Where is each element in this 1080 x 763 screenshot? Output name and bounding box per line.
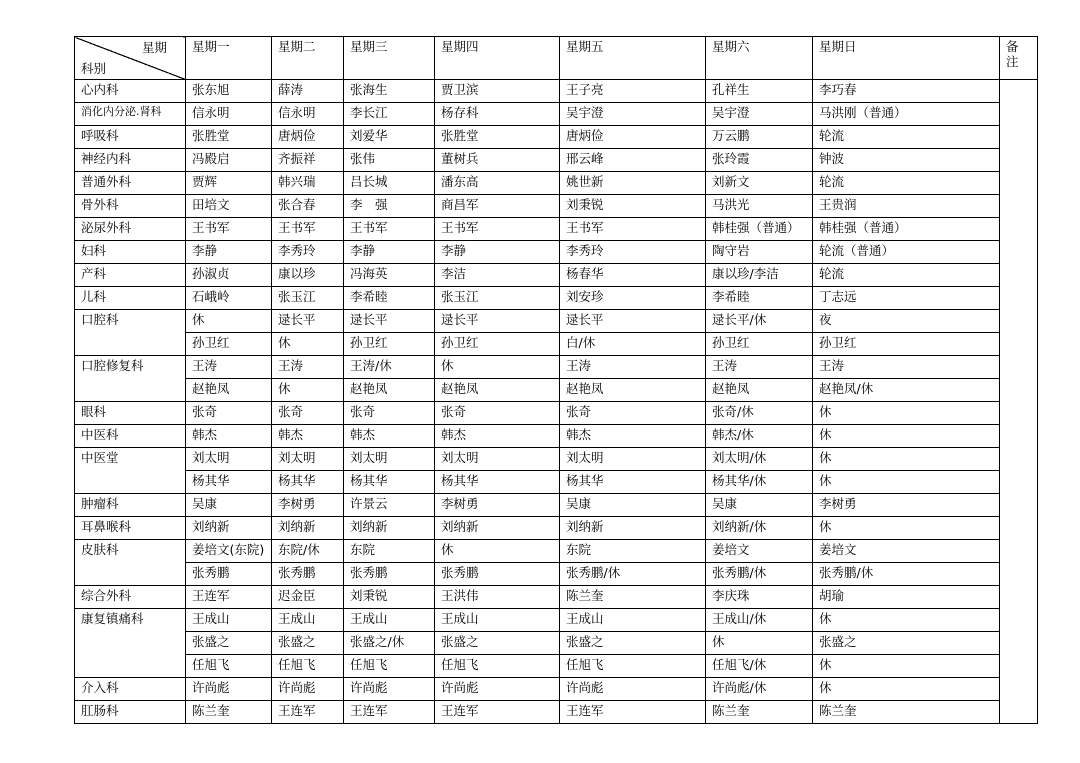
corner-day-label: 星期 [141, 40, 167, 55]
schedule-cell: 刘纳新/休 [706, 517, 813, 540]
schedule-cell: 赵艳凤 [560, 379, 706, 402]
schedule-cell: 休 [813, 517, 1000, 540]
schedule-cell: 刘太明/休 [706, 448, 813, 471]
day-header-fri: 星期五 [560, 37, 706, 80]
schedule-cell: 赵艳凤 [344, 379, 435, 402]
department-cell: 耳鼻喉科 [75, 517, 186, 540]
schedule-cell: 刘纳新 [435, 517, 560, 540]
table-row [75, 494, 1038, 517]
table-row [75, 586, 1038, 609]
schedule-cell: 任旭飞 [560, 655, 706, 678]
schedule-cell: 商昌军 [435, 195, 560, 218]
schedule-cell: 姚世新 [560, 172, 706, 195]
schedule-cell: 许尚彪 [435, 678, 560, 701]
schedule-cell: 张胜堂 [186, 126, 272, 149]
schedule-cell: 王连军 [560, 701, 706, 724]
schedule-cell: 韩桂强（普通） [706, 218, 813, 241]
schedule-cell: 许景云 [344, 494, 435, 517]
schedule-cell: 王成山/休 [706, 609, 813, 632]
schedule-cell: 赵艳凤 [706, 379, 813, 402]
schedule-cell: 李巧春 [813, 80, 1000, 103]
schedule-cell: 张奇 [435, 402, 560, 425]
schedule-cell: 杨存科 [435, 103, 560, 126]
schedule-cell: 姜培文 [706, 540, 813, 563]
table-row [75, 310, 1038, 333]
department-cell: 口腔修复科 [75, 356, 186, 402]
schedule-cell: 杨其华 [186, 471, 272, 494]
schedule-cell: 许尚彪/休 [706, 678, 813, 701]
table-row [75, 126, 1038, 149]
schedule-cell: 张伟 [344, 149, 435, 172]
schedule-cell: 迟金臣 [272, 586, 344, 609]
schedule-cell: 休 [272, 379, 344, 402]
schedule-cell: 吴宇澄 [706, 103, 813, 126]
schedule-cell: 逯长平 [435, 310, 560, 333]
department-cell: 心内科 [75, 80, 186, 103]
header-row [75, 37, 1038, 80]
schedule-cell: 杨其华 [560, 471, 706, 494]
schedule-cell: 王成山 [272, 609, 344, 632]
schedule-cell: 轮流 [813, 126, 1000, 149]
table-row [75, 379, 1038, 402]
schedule-cell: 信永明 [186, 103, 272, 126]
schedule-cell: 张秀鹏/休 [706, 563, 813, 586]
schedule-cell: 石峨岭 [186, 287, 272, 310]
schedule-cell: 张合春 [272, 195, 344, 218]
schedule-cell: 李树勇 [435, 494, 560, 517]
schedule-cell: 李树勇 [272, 494, 344, 517]
schedule-cell: 陈兰奎 [813, 701, 1000, 724]
table-row [75, 218, 1038, 241]
table-row [75, 287, 1038, 310]
schedule-cell: 白/休 [560, 333, 706, 356]
department-cell: 眼科 [75, 402, 186, 425]
schedule-cell: 马洪刚（普通） [813, 103, 1000, 126]
schedule-cell: 王书军 [560, 218, 706, 241]
schedule-cell: 田培文 [186, 195, 272, 218]
corner-dept-label: 科别 [81, 61, 107, 76]
schedule-cell: 逯长平 [344, 310, 435, 333]
schedule-cell: 任旭飞 [186, 655, 272, 678]
schedule-cell: 冯海英 [344, 264, 435, 287]
department-cell: 神经内科 [75, 149, 186, 172]
schedule-cell: 王书军 [435, 218, 560, 241]
schedule-cell: 张奇/休 [706, 402, 813, 425]
table-row [75, 172, 1038, 195]
schedule-cell: 王涛 [813, 356, 1000, 379]
schedule-cell: 姜培文(东院) [186, 540, 272, 563]
schedule-cell: 李静 [344, 241, 435, 264]
schedule-cell: 轮流（普通） [813, 241, 1000, 264]
schedule-cell: 王子亮 [560, 80, 706, 103]
table-row [75, 241, 1038, 264]
department-cell: 骨外科 [75, 195, 186, 218]
schedule-cell: 刘爱华 [344, 126, 435, 149]
schedule-cell: 刘太明 [272, 448, 344, 471]
schedule-cell: 陈兰奎 [186, 701, 272, 724]
schedule-cell: 韩杰/休 [706, 425, 813, 448]
table-row [75, 264, 1038, 287]
schedule-cell: 李希睦 [344, 287, 435, 310]
schedule-cell: 李希睦 [706, 287, 813, 310]
remark-column [1000, 80, 1038, 724]
schedule-cell: 韩杰 [435, 425, 560, 448]
schedule-cell: 胡瑜 [813, 586, 1000, 609]
schedule-cell: 王涛 [186, 356, 272, 379]
schedule-cell: 吴康 [186, 494, 272, 517]
schedule-cell: 韩兴瑞 [272, 172, 344, 195]
schedule-cell: 王成山 [435, 609, 560, 632]
department-cell: 综合外科 [75, 586, 186, 609]
schedule-cell: 韩杰 [344, 425, 435, 448]
schedule-cell: 李静 [186, 241, 272, 264]
table-row [75, 517, 1038, 540]
schedule-cell: 任旭飞 [435, 655, 560, 678]
schedule-cell: 杨春华 [560, 264, 706, 287]
schedule-cell: 张秀鹏/休 [560, 563, 706, 586]
schedule-cell: 李洁 [435, 264, 560, 287]
schedule-cell: 张秀鹏/休 [813, 563, 1000, 586]
schedule-cell: 孙卫红 [813, 333, 1000, 356]
department-cell: 皮肤科 [75, 540, 186, 586]
day-header-wed: 星期三 [344, 37, 435, 80]
department-cell: 康复镇痛科 [75, 609, 186, 678]
schedule-cell: 孙卫红 [186, 333, 272, 356]
schedule-cell: 张秀鹏 [272, 563, 344, 586]
schedule-cell: 休 [272, 333, 344, 356]
department-cell: 肿瘤科 [75, 494, 186, 517]
schedule-cell: 刘纳新 [560, 517, 706, 540]
department-cell: 普通外科 [75, 172, 186, 195]
schedule-cell: 薛涛 [272, 80, 344, 103]
schedule-cell: 休 [706, 632, 813, 655]
schedule-cell: 杨其华/休 [706, 471, 813, 494]
schedule-cell: 刘太明 [186, 448, 272, 471]
schedule-cell: 王书军 [186, 218, 272, 241]
schedule-cell: 杨其华 [435, 471, 560, 494]
schedule-cell: 陈兰奎 [706, 701, 813, 724]
table-row [75, 609, 1038, 632]
day-header-tue: 星期二 [272, 37, 344, 80]
schedule-cell: 王涛 [706, 356, 813, 379]
schedule-cell: 刘太明 [560, 448, 706, 471]
schedule-cell: 张奇 [344, 402, 435, 425]
day-header-thu: 星期四 [435, 37, 560, 80]
schedule-cell: 张东旭 [186, 80, 272, 103]
schedule-cell: 休 [813, 678, 1000, 701]
schedule-cell: 吴康 [706, 494, 813, 517]
schedule-cell: 刘纳新 [186, 517, 272, 540]
schedule-cell: 许尚彪 [560, 678, 706, 701]
schedule-cell: 孙卫红 [435, 333, 560, 356]
department-cell: 儿科 [75, 287, 186, 310]
department-cell: 妇科 [75, 241, 186, 264]
schedule-cell: 张奇 [560, 402, 706, 425]
schedule-cell: 姜培文 [813, 540, 1000, 563]
schedule-cell: 张秀鹏 [435, 563, 560, 586]
schedule-cell: 潘东高 [435, 172, 560, 195]
table-row [75, 448, 1038, 471]
table-row [75, 333, 1038, 356]
department-cell: 消化内分泌.肾科 [75, 103, 186, 126]
schedule-cell: 王成山 [560, 609, 706, 632]
schedule-cell: 康以珍 [272, 264, 344, 287]
schedule-cell: 休 [813, 448, 1000, 471]
department-cell: 中医科 [75, 425, 186, 448]
schedule-cell: 东院/休 [272, 540, 344, 563]
schedule-cell: 杨其华 [272, 471, 344, 494]
schedule-cell: 张盛之 [813, 632, 1000, 655]
schedule-cell: 李庆珠 [706, 586, 813, 609]
schedule-cell: 休 [813, 609, 1000, 632]
schedule-cell: 王成山 [186, 609, 272, 632]
schedule-cell: 赵艳凤 [186, 379, 272, 402]
department-cell: 产科 [75, 264, 186, 287]
schedule-cell: 刘太明 [344, 448, 435, 471]
table-row [75, 425, 1038, 448]
schedule-cell: 韩桂强（普通） [813, 218, 1000, 241]
schedule-cell: 张秀鹏 [186, 563, 272, 586]
table-row [75, 103, 1038, 126]
schedule-cell: 王书军 [344, 218, 435, 241]
schedule-cell: 逯长平 [272, 310, 344, 333]
schedule-cell: 王书军 [272, 218, 344, 241]
schedule-cell: 休 [813, 655, 1000, 678]
schedule-cell: 李 强 [344, 195, 435, 218]
schedule-cell: 张盛之 [435, 632, 560, 655]
schedule-cell: 唐炳俭 [560, 126, 706, 149]
schedule-cell: 赵艳凤 [435, 379, 560, 402]
day-header-mon: 星期一 [186, 37, 272, 80]
schedule-cell: 张奇 [272, 402, 344, 425]
day-header-sun: 星期日 [813, 37, 1000, 80]
schedule-cell: 信永明 [272, 103, 344, 126]
schedule-cell: 李静 [435, 241, 560, 264]
schedule-cell: 邢云峰 [560, 149, 706, 172]
schedule-cell: 李秀玲 [272, 241, 344, 264]
schedule-cell: 许尚彪 [272, 678, 344, 701]
department-cell: 泌尿外科 [75, 218, 186, 241]
table-row [75, 701, 1038, 724]
schedule-cell: 休 [186, 310, 272, 333]
schedule-cell: 吴宇澄 [560, 103, 706, 126]
remark-header [1000, 37, 1038, 80]
schedule-cell: 张盛之 [186, 632, 272, 655]
department-cell: 中医堂 [75, 448, 186, 494]
schedule-cell: 东院 [344, 540, 435, 563]
schedule-cell: 王连军 [435, 701, 560, 724]
schedule-cell: 张盛之 [560, 632, 706, 655]
schedule-cell: 王洪伟 [435, 586, 560, 609]
schedule-cell: 张玉江 [272, 287, 344, 310]
schedule-cell: 孔祥生 [706, 80, 813, 103]
schedule-cell: 张玲霞 [706, 149, 813, 172]
schedule-cell: 万云鹏 [706, 126, 813, 149]
day-header-sat: 星期六 [706, 37, 813, 80]
schedule-cell: 刘秉锐 [560, 195, 706, 218]
schedule-cell: 休 [435, 356, 560, 379]
schedule-cell: 陶守岩 [706, 241, 813, 264]
schedule-cell: 王贵润 [813, 195, 1000, 218]
schedule-cell: 休 [813, 425, 1000, 448]
schedule-cell: 孙淑贞 [186, 264, 272, 287]
schedule-cell: 康以珍/李洁 [706, 264, 813, 287]
schedule-cell: 刘纳新 [344, 517, 435, 540]
schedule-cell: 王涛 [560, 356, 706, 379]
department-cell: 肛肠科 [75, 701, 186, 724]
schedule-cell: 任旭飞/休 [706, 655, 813, 678]
schedule-cell: 韩杰 [272, 425, 344, 448]
schedule-cell: 孙卫红 [344, 333, 435, 356]
schedule-cell: 冯殿启 [186, 149, 272, 172]
department-cell: 呼吸科 [75, 126, 186, 149]
schedule-cell: 许尚彪 [186, 678, 272, 701]
table-row [75, 402, 1038, 425]
schedule-cell: 陈兰奎 [560, 586, 706, 609]
schedule-cell: 刘纳新 [272, 517, 344, 540]
schedule-cell: 马洪光 [706, 195, 813, 218]
table-row [75, 149, 1038, 172]
schedule-cell: 张胜堂 [435, 126, 560, 149]
schedule-cell: 张盛之/休 [344, 632, 435, 655]
table-row [75, 563, 1038, 586]
schedule-cell: 任旭飞 [344, 655, 435, 678]
schedule-cell: 王涛/休 [344, 356, 435, 379]
table-row [75, 471, 1038, 494]
table-row [75, 632, 1038, 655]
remark-char-2: 注 [1006, 54, 1019, 69]
schedule-cell: 李秀玲 [560, 241, 706, 264]
schedule-cell: 王连军 [186, 586, 272, 609]
schedule-cell: 韩杰 [560, 425, 706, 448]
schedule-cell: 刘安珍 [560, 287, 706, 310]
table-row [75, 540, 1038, 563]
schedule-cell: 贾卫滨 [435, 80, 560, 103]
schedule-cell: 贾辉 [186, 172, 272, 195]
schedule-cell: 李长江 [344, 103, 435, 126]
schedule-cell: 吕长城 [344, 172, 435, 195]
schedule-cell: 赵艳凤/休 [813, 379, 1000, 402]
schedule-cell: 董树兵 [435, 149, 560, 172]
schedule-cell: 王连军 [344, 701, 435, 724]
schedule-cell: 张海生 [344, 80, 435, 103]
schedule-cell: 唐炳俭 [272, 126, 344, 149]
schedule-cell: 孙卫红 [706, 333, 813, 356]
schedule-cell: 杨其华 [344, 471, 435, 494]
schedule-cell: 休 [435, 540, 560, 563]
schedule-cell: 刘太明 [435, 448, 560, 471]
schedule-cell: 刘新文 [706, 172, 813, 195]
schedule-cell: 张奇 [186, 402, 272, 425]
schedule-cell: 王成山 [344, 609, 435, 632]
schedule-cell: 张秀鹏 [344, 563, 435, 586]
schedule-cell: 逯长平 [560, 310, 706, 333]
table-row [75, 195, 1038, 218]
table-row [75, 80, 1038, 103]
schedule-cell: 任旭飞 [272, 655, 344, 678]
table-row [75, 655, 1038, 678]
schedule-cell: 东院 [560, 540, 706, 563]
department-cell: 口腔科 [75, 310, 186, 356]
schedule-cell: 休 [813, 402, 1000, 425]
schedule-cell: 逯长平/休 [706, 310, 813, 333]
schedule-cell: 吴康 [560, 494, 706, 517]
schedule-cell: 齐振祥 [272, 149, 344, 172]
table-row [75, 356, 1038, 379]
schedule-cell: 张盛之 [272, 632, 344, 655]
schedule-cell: 许尚彪 [344, 678, 435, 701]
schedule-cell: 韩杰 [186, 425, 272, 448]
schedule-cell: 轮流 [813, 172, 1000, 195]
schedule-cell: 休 [813, 471, 1000, 494]
table-row [75, 678, 1038, 701]
schedule-cell: 刘秉锐 [344, 586, 435, 609]
department-cell: 介入科 [75, 678, 186, 701]
schedule-cell: 夜 [813, 310, 1000, 333]
remark-char-1: 备 [1006, 39, 1019, 54]
schedule-cell: 张玉江 [435, 287, 560, 310]
schedule-cell: 李树勇 [813, 494, 1000, 517]
corner-cell [75, 37, 186, 80]
schedule-cell: 王涛 [272, 356, 344, 379]
schedule-cell: 王连军 [272, 701, 344, 724]
schedule-cell: 钟波 [813, 149, 1000, 172]
schedule-cell: 丁志远 [813, 287, 1000, 310]
schedule-cell: 轮流 [813, 264, 1000, 287]
schedule-table [74, 36, 1038, 724]
